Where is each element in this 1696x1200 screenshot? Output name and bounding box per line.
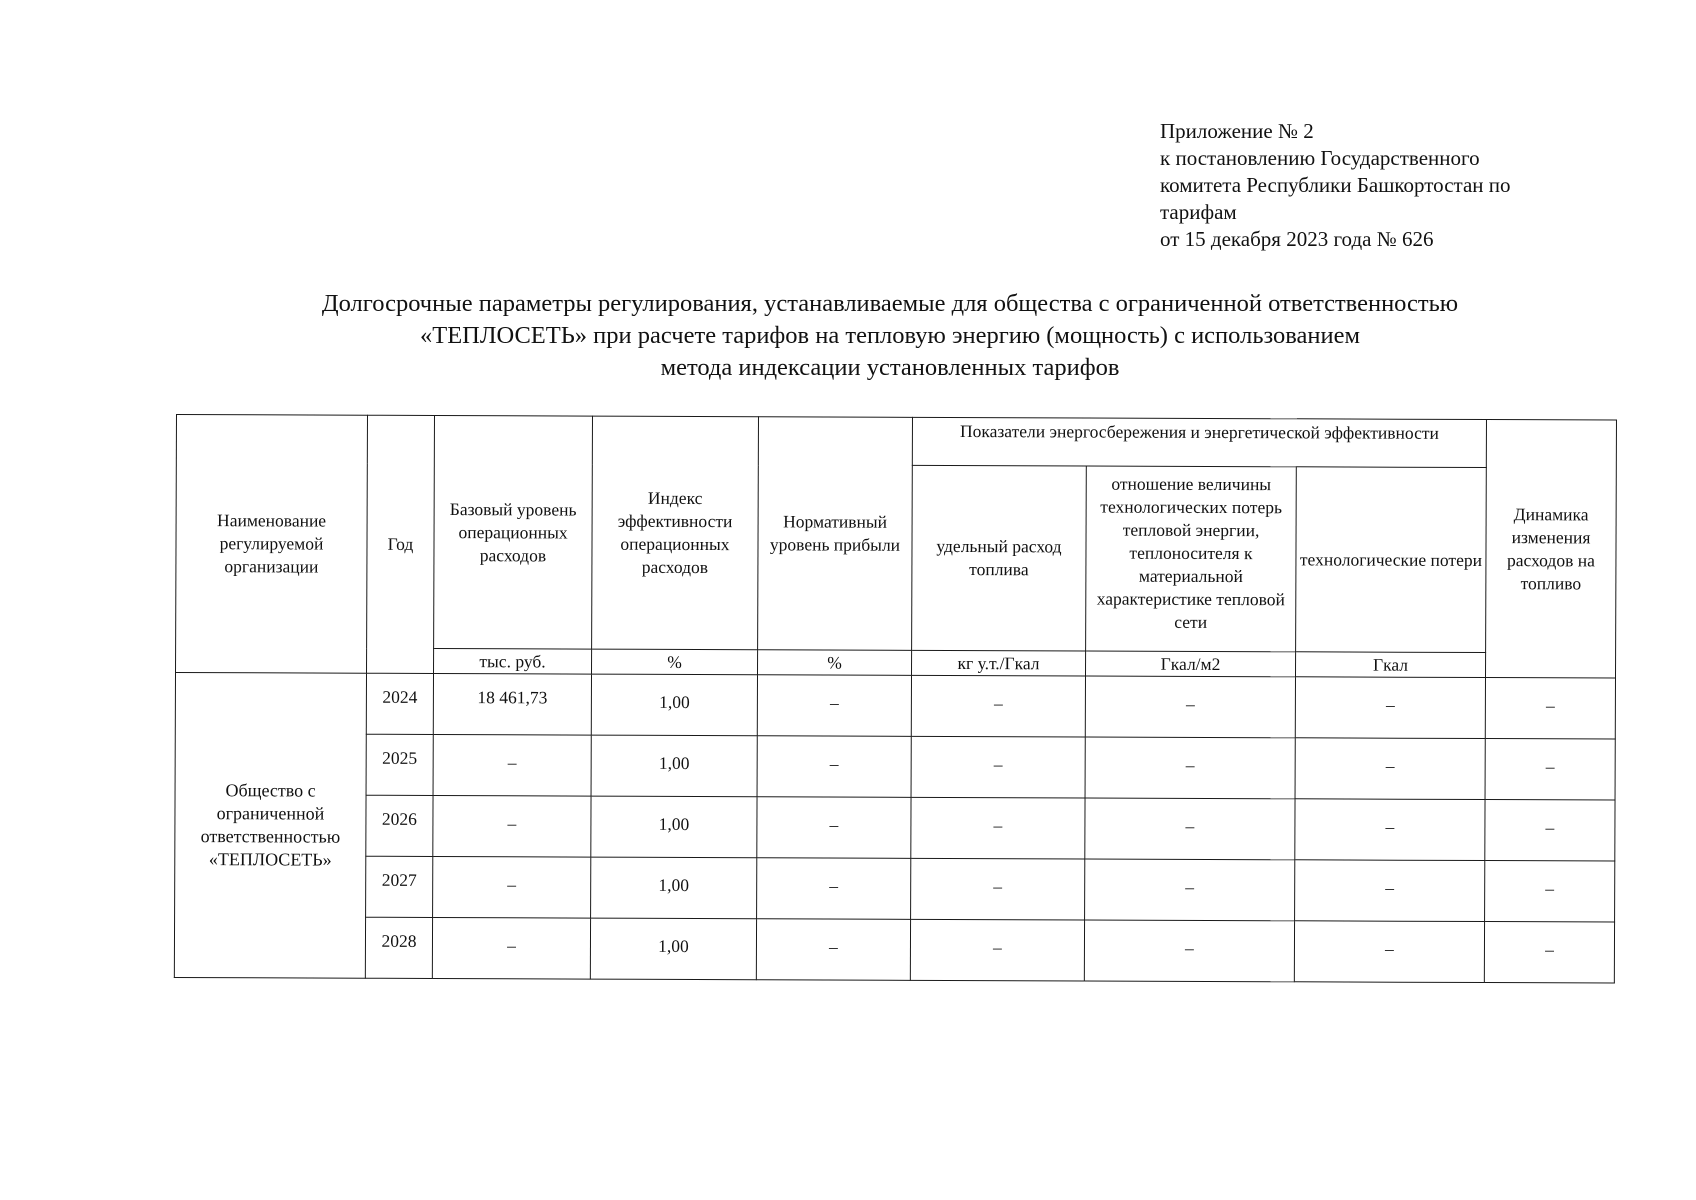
appendix-line: комитета Республики Башкортостан по: [1160, 173, 1511, 197]
cell-efficiency-index: 1,00: [590, 918, 756, 980]
unit-loss-ratio: Гкал/м2: [1086, 651, 1296, 677]
cell-loss-ratio: –: [1085, 737, 1295, 799]
header-profit-level: Нормативный уровень прибыли: [758, 417, 913, 651]
cell-fuel-dynamics: –: [1485, 678, 1615, 739]
cell-fuel-rate: –: [911, 858, 1085, 920]
cell-fuel-rate: –: [910, 919, 1084, 981]
cell-tech-losses: –: [1294, 921, 1484, 983]
cell-tech-losses: –: [1295, 677, 1485, 739]
cell-tech-losses: –: [1295, 860, 1485, 922]
cell-year: 2024: [366, 673, 433, 734]
header-year: Год: [367, 415, 435, 673]
table-row: [175, 794, 1615, 861]
header-fuel-dynamics: Динамика изменения расходов на топливо: [1486, 420, 1617, 678]
cell-fuel-dynamics: –: [1485, 739, 1615, 800]
table-row: [175, 855, 1615, 922]
cell-tech-losses: –: [1295, 799, 1485, 861]
cell-year: 2027: [366, 856, 433, 917]
cell-fuel-dynamics: –: [1485, 861, 1615, 922]
unit-tech-losses: Гкал: [1295, 652, 1485, 678]
cell-efficiency-index: 1,00: [591, 857, 757, 919]
cell-fuel-dynamics: –: [1484, 922, 1614, 983]
header-row: [176, 415, 1616, 469]
header-loss-ratio: отношение величины технологических потерь тепловой энергии, теплоносителя к материальной характеристике тепловой сети: [1086, 466, 1297, 652]
parameters-table: [174, 414, 1617, 984]
cell-profit-level: –: [757, 675, 911, 737]
document-title: [160, 288, 1620, 384]
cell-fuel-dynamics: –: [1485, 800, 1615, 861]
appendix-block: [1160, 118, 1600, 253]
organization-name: Общество с ограниченной ответственностью «ТЕПЛОСЕТЬ»: [174, 673, 366, 979]
header-base-level: Базовый уровень операционных расходов: [434, 415, 593, 649]
cell-profit-level: –: [757, 858, 911, 920]
cell-base-level: 18 461,73: [433, 673, 591, 735]
cell-year: 2026: [366, 795, 433, 856]
appendix-line: к постановлению Государственного: [1160, 146, 1480, 170]
table-row: [174, 916, 1614, 983]
appendix-line: Приложение № 2: [1160, 119, 1314, 143]
cell-efficiency-index: 1,00: [591, 674, 757, 736]
unit-fuel-rate: кг у.т./Гкал: [912, 650, 1086, 676]
table-row: [175, 673, 1615, 740]
cell-fuel-rate: –: [911, 675, 1085, 737]
title-line: Долгосрочные параметры регулирования, устанавливаемые для общества с ограниченной ответственностью: [321, 290, 1459, 317]
cell-tech-losses: –: [1295, 738, 1485, 800]
cell-profit-level: –: [756, 919, 910, 981]
cell-fuel-rate: –: [911, 736, 1085, 798]
cell-loss-ratio: –: [1085, 859, 1295, 921]
title-line: «ТЕПЛОСЕТЬ» при расчете тарифов на тепловую энергию (мощность) с использованием: [419, 322, 1360, 349]
cell-base-level: –: [433, 795, 591, 857]
cell-base-level: –: [433, 856, 591, 918]
cell-year: 2025: [366, 734, 433, 795]
header-tech-losses: технологические потери: [1296, 467, 1487, 653]
unit-profit-level: %: [758, 650, 912, 676]
cell-base-level: –: [433, 734, 591, 796]
header-fuel-rate: удельный расход топлива: [912, 465, 1087, 651]
cell-base-level: –: [432, 917, 590, 979]
title-line: метода индексации установленных тарифов: [660, 354, 1120, 381]
cell-profit-level: –: [757, 736, 911, 798]
cell-efficiency-index: 1,00: [591, 796, 757, 858]
header-energy-group: Показатели энергосбережения и энергетической эффективности: [912, 417, 1486, 467]
cell-fuel-rate: –: [911, 797, 1085, 859]
cell-efficiency-index: 1,00: [591, 735, 757, 797]
cell-loss-ratio: –: [1085, 798, 1295, 860]
cell-year: 2028: [365, 917, 432, 978]
unit-base-level: тыс. руб.: [434, 648, 592, 674]
cell-profit-level: –: [757, 797, 911, 859]
cell-loss-ratio: –: [1084, 920, 1294, 982]
header-efficiency-index: Индекс эффективности операционных расходов: [592, 416, 759, 650]
appendix-line: от 15 декабря 2023 года № 626: [1160, 227, 1434, 251]
table-row: [175, 733, 1615, 800]
header-org-name: Наименование регулируемой организации: [176, 415, 368, 674]
unit-efficiency-index: %: [592, 649, 758, 675]
cell-loss-ratio: –: [1085, 676, 1295, 738]
appendix-line: тарифам: [1160, 200, 1237, 224]
